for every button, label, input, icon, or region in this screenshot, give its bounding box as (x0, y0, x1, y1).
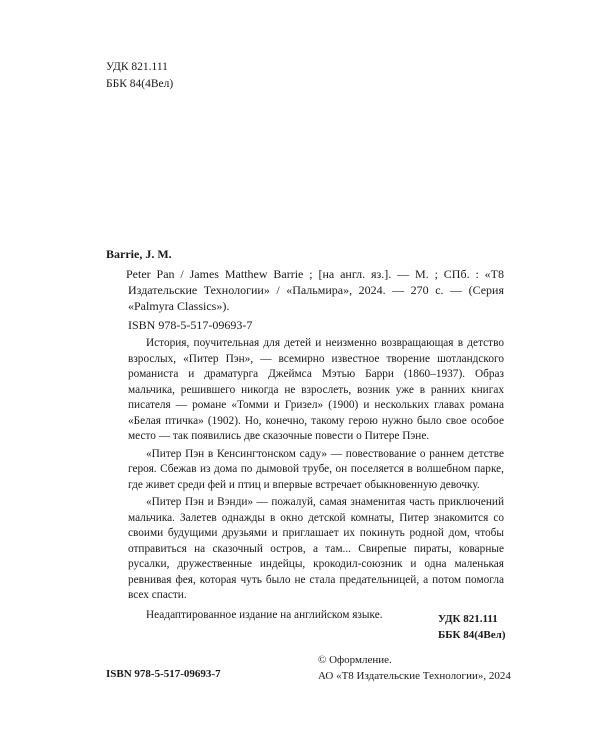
annotation (128, 336, 504, 625)
bbk-code: ББК 84(4Вел) (106, 78, 174, 90)
annotation-paragraph: «Питер Пэн и Вэнди» — пожалуй, самая знаменитая часть приключений мальчика. Залетев однажды в окно детской комнаты, Питер знакомится со своими будущими друзьями и приглашает их покинуть родной дом, чтобы отправиться на сказочный остров, а там... Свирепые пираты, коварные русалки, дружественные индейцы, крокодил-союзник и одна маленькая ревнивая фея, которая чуть было не стала предательницей, а потом помогла всех спасти. (128, 496, 504, 601)
copyright-notice (318, 652, 511, 684)
udk-code-bottom: УДК 821.111 (438, 613, 498, 625)
author-heading: Barrie, J. M. (106, 247, 172, 261)
bbk-code-bottom: ББК 84(4Вел) (438, 629, 506, 641)
udk-code: УДК 821.111 (106, 61, 168, 73)
annotation-paragraph: «Питер Пэн в Кенсингтонском саду» — повествование о раннем детстве героя. Сбежав из дома по дымовой трубе, он поселяется в волшебном парке, где живет среди фей и птиц и впервые встречает обыкновенную девочку. (128, 447, 504, 491)
annotation-note: Неадаптированное издание на английском языке. (146, 608, 383, 621)
classification-codes (106, 59, 173, 93)
classification-codes-bottom (438, 611, 506, 643)
isbn-line: ISBN 978-5-517-09693-7 (128, 318, 253, 332)
copyright-line-2: АО «Т8 Издательские Технологии», 2024 (318, 670, 511, 682)
isbn-bottom: ISBN 978-5-517-09693-7 (106, 668, 221, 680)
bibliographic-record: Peter Pan / James Matthew Barrie ; [на англ. яз.]. — М. ; СПб. : «Т8 Издательские Технологии» / «Пальмира», 2024. — 270 с. — (Серия «Palmyra Classics»). (126, 267, 504, 313)
copyright-line-1: © Оформление. (318, 654, 392, 666)
annotation-paragraph: История, поучительная для детей и неизменно возвращающая в детство взрослых, «Питер Пэн», — всемирно известное творение шотландского романиста и драматурга Джеймса Мэтью Барри (1860–1937). Образ мальчика, решившего никогда не взрослеть, возник уже в ранних книгах писателя — романе «Томми и Гризел» (1900) и нескольких главах романа «Белая птичка» (1902). Но, конечно, такому герою нужно было свое особое место — так появились две сказочные повести о Питере Пэне. (128, 337, 504, 442)
